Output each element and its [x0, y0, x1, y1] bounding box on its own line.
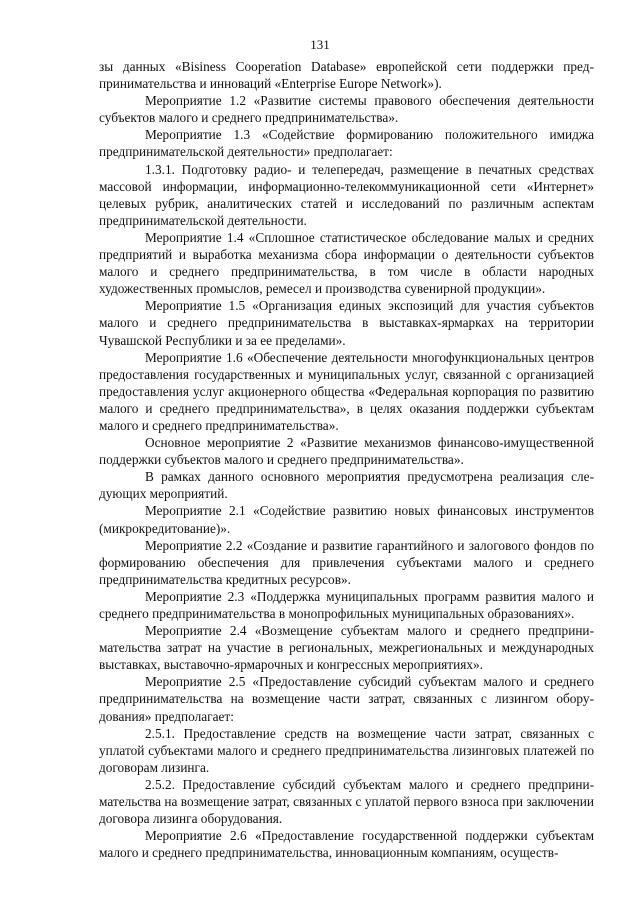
paragraph-main-measure-2: Основное мероприятие 2 «Развитие механизмов финансово-имущественной поддержки субъектов малого и среднего предпринимательства». — [99, 435, 594, 468]
paragraph-measure-1-4: Мероприятие 1.4 «Сплошное статистическое обследование малых и средних предприятий и выработка механизма сбора информации о деятельности субъектов малого и среднего предпринимательства, в том числе в области народных художественных промыслов, ремесел и производства сувенирной продукции». — [99, 229, 594, 297]
paragraph-item-2-5-2: 2.5.2. Предоставление субсидий субъектам малого и среднего предпринимательства на возмещение затрат, связанных с уплатой первого взноса при заключении договора лизинга оборудования. — [99, 776, 594, 827]
paragraph-item-2-5-1: 2.5.1. Предоставление средств на возмещение части затрат, связанных с уплатой субъектами малого и среднего предпринимательства лизинговых платежей по договорам лизинга. — [99, 725, 594, 775]
paragraph-measure-2-3: Мероприятие 2.3 «Поддержка муниципальных программ развития малого и среднего предпринимательства в монопрофильных муниципальных образованиях». — [99, 588, 594, 621]
paragraph-measure-1-2: Мероприятие 1.2 «Развитие системы правового обеспечения деятельности субъектов малого и среднего предпринимательства». — [99, 93, 594, 126]
paragraph-measure-2-1: Мероприятие 2.1 «Содействие развитию новых финансовых инструментов (микрокредитование)». — [99, 503, 594, 536]
paragraph-main-measure-2-intro: В рамках данного основного мероприятия предусмотрена реализация следующих мероприятий. — [99, 469, 594, 502]
paragraph-measure-1-3: Мероприятие 1.3 «Содействие формированию положительного имиджа предпринимательской деятельности» предполагает: — [99, 127, 594, 160]
paragraph-measure-2-4: Мероприятие 2.4 «Возмещение субъектам малого и среднего предпринимательства затрат на участие в региональных, межрегиональных и международных выставках, выставочно-ярмарочных и конгрессных мероприятиях». — [99, 623, 594, 673]
page-number: 131 — [310, 37, 330, 52]
paragraph-measure-2-6: Мероприятие 2.6 «Предоставление государственной поддержки субъектам малого и среднего предпринимательства, инновационным компаниям, осуществ- — [99, 828, 594, 861]
paragraph-continuation: зы данных «Bisiness Cooperation Database» европейской сети поддержки предпринимательства и инноваций «Enterprise Europe Network»). — [99, 59, 594, 92]
paragraph-measure-1-6: Мероприятие 1.6 «Обеспечение деятельности многофункциональных центров предоставления государственных и муниципальных услуг, связанной с организацией предоставления услуг акционерного общества «Федеральная корпорация по развитию малого и среднего предпринимательства», в целях оказания поддержки субъектам малого и среднего предпринимательства». — [99, 349, 594, 433]
document-body — [99, 58, 594, 861]
paragraph-measure-2-5: Мероприятие 2.5 «Предоставление субсидий субъектам малого и среднего предпринимательства на возмещение части затрат, связанных с лизингом оборудования» предполагает: — [99, 674, 594, 724]
paragraph-measure-2-2: Мероприятие 2.2 «Создание и развитие гарантийного и залогового фондов по формированию обеспечения для привлечения субъектами малого и среднего предпринимательства кредитных ресурсов». — [99, 537, 594, 587]
paragraph-item-1-3-1: 1.3.1. Подготовку радио- и телепередач, размещение в печатных средствах массовой информации, информационно-телекоммуникационной сети «Интернет» целевых рубрик, аналитических статей и исследований по различным аспектам предпринимательской деятельности. — [99, 161, 594, 228]
paragraph-measure-1-5: Мероприятие 1.5 «Организация единых экспозиций для участия субъектов малого и среднего предпринимательства в выставках-ярмарках на территории Чувашской Республики и за ее пределами». — [99, 298, 594, 348]
